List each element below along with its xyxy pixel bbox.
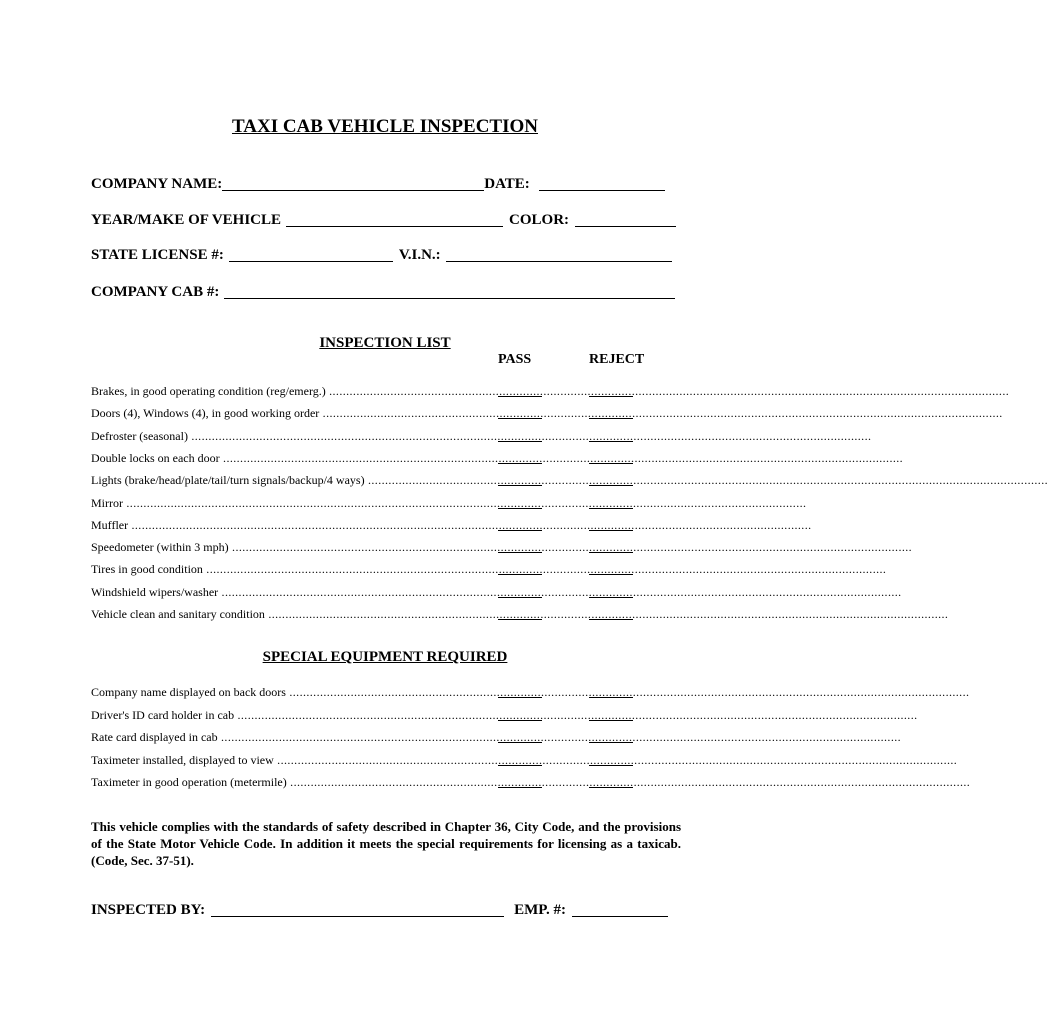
- vehicle-color-line: [91, 211, 681, 229]
- inspection-row: [91, 584, 902, 603]
- leader-dots: ........................................................................................................................................................................................................: [264, 607, 949, 621]
- leader-dots: ........................................................................................................................................................................................................: [187, 428, 872, 443]
- emp-label: EMP. #:: [514, 902, 567, 918]
- inspection-row: [91, 495, 807, 514]
- inspection-list-heading: INSPECTION LIST: [319, 335, 451, 351]
- leader-dots: ........................................................................................................................................................................................................: [234, 707, 918, 722]
- special-equipment-heading: SPECIAL EQUIPMENT REQUIRED: [262, 649, 508, 665]
- inspection-row: [91, 473, 1048, 491]
- color-field[interactable]: [575, 211, 676, 227]
- inspection-row: [91, 406, 1003, 424]
- reject-checkbox-line[interactable]: [589, 396, 633, 397]
- inspection-item-label: [91, 406, 1003, 421]
- leader-dots: ........................................................................................................................................................................................................: [325, 384, 1010, 398]
- reject-checkbox-line[interactable]: [589, 619, 633, 620]
- year-make-label: YEAR/MAKE OF VEHICLE: [91, 212, 282, 228]
- leader-dots: ........................................................................................................................................................................................................: [123, 495, 807, 510]
- company-cab-label: COMPANY CAB #:: [91, 284, 220, 300]
- signature-line: [91, 901, 681, 919]
- reject-checkbox-line[interactable]: [589, 552, 633, 553]
- equipment-item-text: Taximeter in good operation (metermile): [91, 775, 287, 789]
- reject-checkbox-line[interactable]: [589, 441, 633, 442]
- leader-dots: ........................................................................................................................................................................................................: [228, 540, 913, 555]
- pass-checkbox-line[interactable]: [498, 742, 542, 743]
- inspection-item-text: Defroster (seasonal): [91, 428, 188, 443]
- equipment-item-text: Rate card displayed in cab: [91, 730, 218, 744]
- pass-checkbox-line[interactable]: [498, 787, 542, 788]
- leader-dots: ........................................................................................................................................................................................................: [202, 562, 887, 577]
- reject-checkbox-line[interactable]: [589, 742, 633, 743]
- equipment-item-label: [91, 707, 918, 723]
- pass-checkbox-line[interactable]: [498, 508, 542, 509]
- reject-checkbox-line[interactable]: [589, 787, 633, 788]
- company-name-field[interactable]: [222, 175, 484, 191]
- inspection-item-label: [91, 384, 1010, 399]
- leader-dots: ........................................................................................................................................................................................................: [286, 775, 971, 789]
- inspected-by-label: INSPECTED BY:: [91, 902, 206, 918]
- vin-field[interactable]: [446, 246, 672, 262]
- reject-checkbox-line[interactable]: [589, 463, 633, 464]
- reject-checkbox-line[interactable]: [589, 720, 633, 721]
- company-cab-field[interactable]: [224, 283, 675, 299]
- pass-checkbox-line[interactable]: [498, 552, 542, 553]
- inspection-row: [91, 607, 949, 625]
- equipment-item-text: Driver's ID card holder in cab: [91, 707, 235, 722]
- vin-label: V.I.N.:: [398, 247, 441, 263]
- state-license-label: STATE LICENSE #:: [91, 247, 224, 263]
- inspection-item-text: Vehicle clean and sanitary condition: [91, 607, 265, 621]
- equipment-item-text: Taximeter installed, displayed to view: [91, 752, 274, 767]
- leader-dots: ........................................................................................................................................................................................................: [285, 685, 970, 699]
- inspected-by-field[interactable]: [211, 901, 504, 917]
- pass-checkbox-line[interactable]: [498, 597, 542, 598]
- inspection-item-label: [91, 540, 913, 555]
- inspection-row: [91, 517, 812, 536]
- pass-checkbox-line[interactable]: [498, 530, 542, 531]
- inspection-item-text: Lights (brake/head/plate/tail/turn signals/backup/4 ways): [91, 473, 365, 488]
- pass-checkbox-line[interactable]: [498, 485, 542, 486]
- equipment-item-label: [91, 752, 958, 768]
- year-make-field[interactable]: [286, 211, 503, 227]
- inspection-item-label: [91, 584, 902, 600]
- reject-checkbox-line[interactable]: [589, 508, 633, 509]
- reject-checkbox-line[interactable]: [589, 597, 633, 598]
- color-label: COLOR:: [509, 212, 570, 228]
- date-field[interactable]: [539, 175, 665, 191]
- inspection-item-label: [91, 517, 812, 533]
- reject-checkbox-line[interactable]: [589, 574, 633, 575]
- inspection-item-label: [91, 450, 904, 466]
- inspection-row: [91, 450, 904, 469]
- inspection-item-label: [91, 428, 872, 444]
- inspection-row: [91, 540, 913, 558]
- emp-field[interactable]: [572, 901, 668, 917]
- date-label: DATE:: [484, 176, 530, 192]
- pass-checkbox-line[interactable]: [498, 418, 542, 419]
- pass-checkbox-line[interactable]: [498, 697, 542, 698]
- inspection-item-text: Mirror: [91, 495, 123, 510]
- company-cab-line: [91, 283, 681, 301]
- leader-dots: ........................................................................................................................................................................................................: [319, 406, 1003, 421]
- pass-checkbox-line[interactable]: [498, 574, 542, 575]
- form-title: TAXI CAB VEHICLE INSPECTION: [231, 116, 538, 137]
- reject-checkbox-line[interactable]: [589, 485, 633, 486]
- reject-column-header: REJECT: [589, 352, 645, 367]
- inspection-item-text: Double locks on each door: [91, 450, 220, 465]
- equipment-item-label: [91, 685, 970, 700]
- inspection-item-text: Speedometer (within 3 mph): [91, 540, 229, 555]
- equipment-row: [91, 730, 902, 748]
- reject-checkbox-line[interactable]: [589, 530, 633, 531]
- reject-checkbox-line[interactable]: [589, 418, 633, 419]
- leader-dots: ........................................................................................................................................................................................................: [218, 584, 902, 599]
- pass-checkbox-line[interactable]: [498, 396, 542, 397]
- leader-dots: ........................................................................................................................................................................................................: [217, 730, 902, 744]
- leader-dots: ........................................................................................................................................................................................................: [273, 752, 958, 767]
- inspection-row: [91, 428, 872, 447]
- inspection-row: [91, 562, 887, 580]
- leader-dots: ........................................................................................................................................................................................................: [128, 517, 812, 532]
- equipment-item-label: [91, 730, 902, 745]
- reject-checkbox-line[interactable]: [589, 765, 633, 766]
- state-license-field[interactable]: [229, 246, 393, 262]
- equipment-row: [91, 707, 918, 726]
- inspection-item-label: [91, 495, 807, 511]
- inspection-item-text: Tires in good condition: [91, 562, 203, 577]
- inspection-item-text: Windshield wipers/washer: [91, 584, 219, 599]
- inspection-row: [91, 384, 1010, 402]
- license-vin-line: [91, 246, 681, 264]
- equipment-row: [91, 685, 970, 703]
- pass-checkbox-line[interactable]: [498, 720, 542, 721]
- inspection-item-label: [91, 473, 1048, 488]
- pass-column-header: PASS: [498, 352, 532, 367]
- company-name-label: COMPANY NAME:: [91, 176, 223, 192]
- inspection-item-label: [91, 607, 949, 622]
- equipment-row: [91, 752, 958, 771]
- pass-checkbox-line[interactable]: [498, 765, 542, 766]
- inspection-item-text: Brakes, in good operating condition (reg/emerg.): [91, 384, 326, 398]
- inspection-item-label: [91, 562, 887, 577]
- equipment-item-label: [91, 775, 971, 790]
- inspection-item-text: Muffler: [91, 517, 129, 532]
- equipment-item-text: Company name displayed on back doors: [91, 685, 286, 699]
- reject-checkbox-line[interactable]: [589, 697, 633, 698]
- inspection-item-text: Doors (4), Windows (4), in good working order: [91, 406, 320, 421]
- equipment-row: [91, 775, 971, 793]
- pass-checkbox-line[interactable]: [498, 441, 542, 442]
- company-date-line: [91, 175, 681, 193]
- compliance-statement: This vehicle complies with the standards of safety described in Chapter 36, City Code, and the provisions of the State Motor Vehicle Code. In addition it meets the special requirements for licensing as a taxicab. (Code, Sec. 37-51).: [91, 819, 681, 868]
- pass-checkbox-line[interactable]: [498, 619, 542, 620]
- pass-checkbox-line[interactable]: [498, 463, 542, 464]
- leader-dots: ........................................................................................................................................................................................................: [364, 473, 1048, 488]
- leader-dots: ........................................................................................................................................................................................................: [219, 450, 904, 465]
